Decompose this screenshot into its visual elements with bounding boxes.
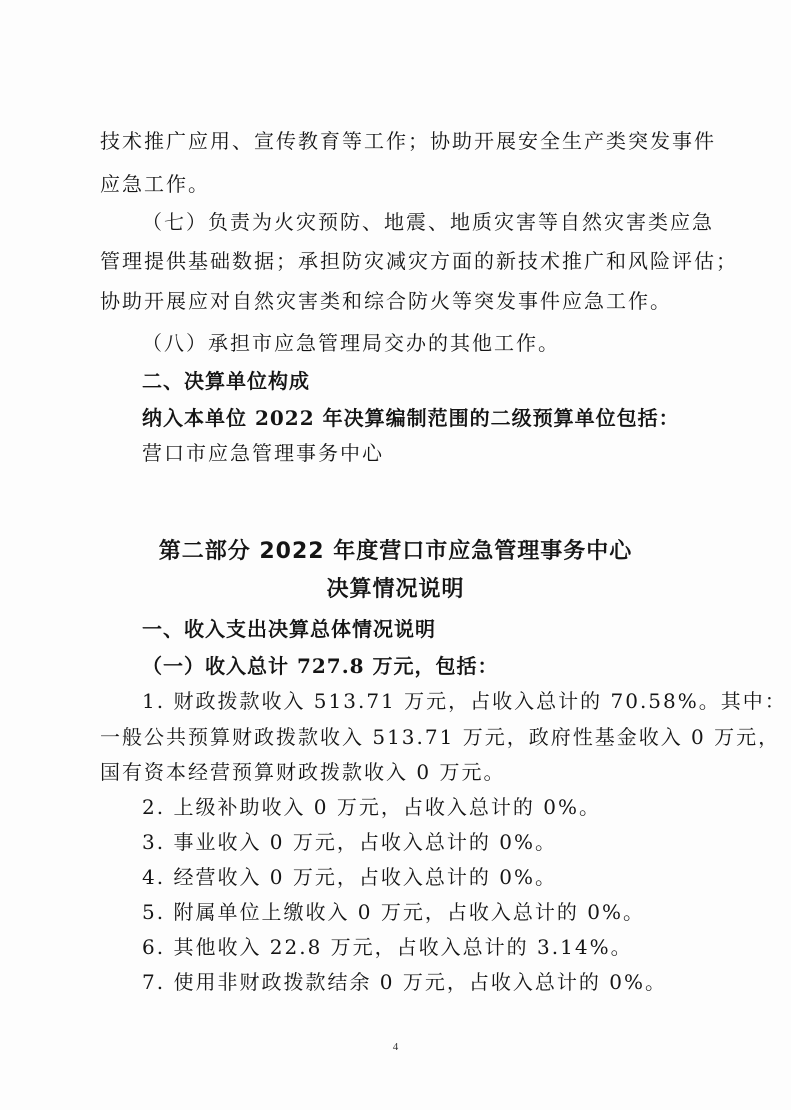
body-text-line: 管理提供基础数据；承担防灾减灾方面的新技术推广和风险评估； <box>100 249 738 273</box>
body-text-line: 应急工作。 <box>100 172 210 196</box>
part-title-line2: 决算情况说明 <box>326 577 465 602</box>
income-line: 一般公共预算财政拨款收入 513.71 万元，政府性基金收入 0 万元， <box>100 725 781 749</box>
section-subheading: 纳入本单位 2022 年决算编制范围的二级预算单位包括： <box>142 406 680 430</box>
unit-name: 营口市应急管理事务中心 <box>142 441 384 465</box>
income-line: 国有资本经营预算财政拨款收入 0 万元。 <box>100 760 506 784</box>
section-heading: 一、收入支出决算总体情况说明 <box>142 617 436 641</box>
income-total-heading: （一）收入总计 727.8 万元，包括： <box>142 654 499 678</box>
body-text-line: （八）承担市应急管理局交办的其他工作。 <box>142 331 560 355</box>
body-text-line: 技术推广应用、宣传教育等工作；协助开展安全生产类突发事件 <box>100 129 716 153</box>
page-number: 4 <box>392 1041 399 1053</box>
income-line: 5. 附属单位上缴收入 0 万元，占收入总计的 0%。 <box>142 900 645 924</box>
income-line: 3. 事业收入 0 万元，占收入总计的 0%。 <box>142 830 557 854</box>
income-line: 2. 上级补助收入 0 万元，占收入总计的 0%。 <box>142 795 601 819</box>
section-heading: 二、决算单位构成 <box>142 369 310 393</box>
income-line: 7. 使用非财政拨款结余 0 万元，占收入总计的 0%。 <box>142 970 667 994</box>
body-text-line: （七）负责为火灾预防、地震、地质灾害等自然灾害类应急 <box>142 210 714 234</box>
income-line: 4. 经营收入 0 万元，占收入总计的 0%。 <box>142 865 557 889</box>
income-line: 1. 财政拨款收入 513.71 万元，占收入总计的 70.58%。其中： <box>142 689 787 713</box>
income-line: 6. 其他收入 22.8 万元，占收入总计的 3.14%。 <box>142 935 633 959</box>
part-title: 第二部分 2022 年度营口市应急管理事务中心 <box>158 539 633 564</box>
body-text-line: 协助开展应对自然灾害类和综合防火等突发事件应急工作。 <box>100 289 672 313</box>
